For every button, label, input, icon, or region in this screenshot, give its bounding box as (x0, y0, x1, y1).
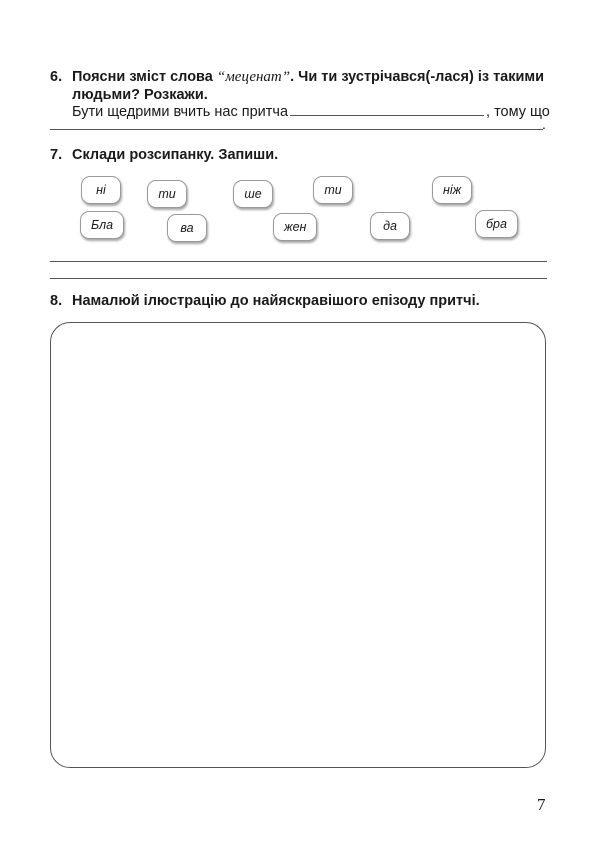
task-6-end-dot: . (542, 116, 546, 132)
syllable-chip[interactable]: ти (313, 176, 353, 204)
task-8-heading (50, 292, 480, 310)
syllable-chip[interactable]: ти (147, 180, 187, 208)
task-8-text: Намалюй ілюстрацію до найяскравішого епізоду притчі. (72, 293, 480, 309)
task-6-answer-blank[interactable] (290, 103, 484, 116)
drawing-frame[interactable] (50, 322, 546, 768)
task-6-heading (50, 68, 544, 86)
task-7-text: Склади розсипанку. Запиши. (72, 147, 279, 163)
syllable-chip[interactable]: ні (81, 176, 121, 204)
syllable-chip[interactable]: ніж (432, 176, 472, 204)
task-6-italic-word: “меценат” (216, 69, 291, 85)
task-7-writing-line-1[interactable] (50, 261, 547, 262)
task-6-answer-end: , тому що (486, 104, 550, 120)
task-6-writing-line[interactable] (50, 129, 543, 130)
syllable-chip[interactable]: да (370, 212, 410, 240)
task-6-text-after: . Чи ти зустрічався(-лася) із такими (290, 69, 545, 85)
page-number: 7 (537, 795, 546, 814)
syllable-chip[interactable]: жен (273, 213, 317, 241)
task-6-answer-line (72, 103, 550, 121)
syllable-chip[interactable]: Бла (80, 211, 124, 239)
task-6-heading-line-2: людьми? Розкажи. (72, 87, 208, 103)
task-6-answer-start: Бути щедрими вчить нас притча (72, 104, 289, 120)
task-6-number: 6. (50, 69, 63, 85)
task-7-number: 7. (50, 147, 63, 163)
syllable-chip[interactable]: бра (475, 210, 518, 238)
task-8-number: 8. (50, 293, 63, 309)
syllable-chip[interactable]: ше (233, 180, 273, 208)
syllable-chip[interactable]: ва (167, 214, 207, 242)
task-7-heading (50, 146, 278, 164)
task-7-writing-line-2[interactable] (50, 278, 547, 279)
task-6-text-before: Поясни зміст слова (72, 69, 217, 85)
